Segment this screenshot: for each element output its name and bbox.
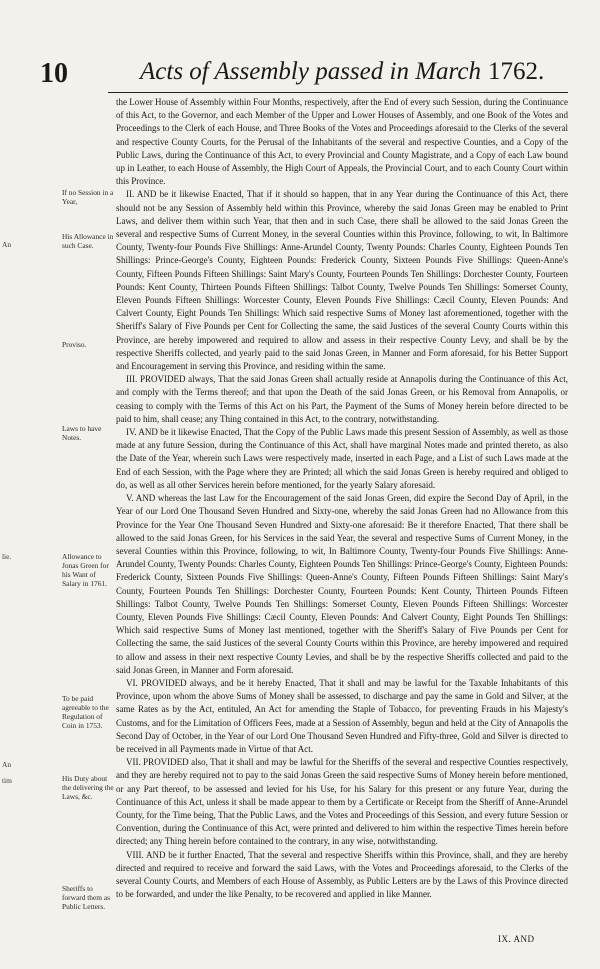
catchword: IX. AND [498, 934, 535, 944]
margin-note: Allowance to Jonas Green for his Want of Salary in 1761. [62, 552, 109, 588]
paragraph: VII. PROVIDED also, That it shall and may be lawful for the Sheriffs of the several and respective Counties respectively, and they are hereby required not to pay to the said Jonas Green the said respective Sums of Money herein before mentioned, or any Part thereof, to be assessed and levied for his Use, for his Salary for this present or any future Year, during the Continuance of this Act, unless it shall be made appear to them by a Certificate or Receipt from the Sheriff of Anne-Arundel County, for the Time being, That the Public Laws, and the Votes and Proceedings of this Session, and every future Session or Convention, during the Continuance of this Act, were printed and delivered to him within the respective Times herein before directed; any Thing herein before contained to the contrary, in any wise, notwithstanding. [116, 757, 568, 847]
running-title-month: March [415, 58, 481, 85]
margin-fragment: An [2, 760, 12, 769]
paragraph: VI. PROVIDED always, and be it hereby Enacted, That it shall and may be lawful for the Taxable Inhabitants of this Province, upon whom the above Sums of Money shall be assessed, to discharge and pay the same in Gold and Silver, at the same Rates as by the Act, entituled, An Act for amending the Staple of Tobacco, for preventing Frauds in his Majesty's Customs, and for the Limitation of Officers Fees, made at a Session of Assembly, begun and held at the City of Annapolis the Second Day of October, in the Year of our Lord One Thousand Seven Hundred and Fifty-three, Gold and Silver is directed to be received in all Payments made in Virtue of that Act. [116, 677, 568, 754]
margin-fragment: An [2, 240, 12, 249]
margin-note: His Allowance in such Case. [62, 232, 114, 250]
paragraph: V. AND whereas the last Law for the Encouragement of the said Jonas Green, did expire the Second Day of April, in the Year of our Lord One Thousand Seven Hundred and Sixty-one, whereby the said Jonas Green had no Allowance from this Province for the Year One Thousand Seven Hundred and Sixty-one aforesaid: Be it therefore Enacted, That there shall be allowed to the said Jonas Green, for his Services in the said Year, the several and respective Sums of Current Money, in the several Counties within this Province, following, to wit, In Baltimore County, Twenty-four Pounds Five Shillings: Anne-Arundel County, Twenty Pounds: Charles County, Eighteen Pounds Ten Shillings: Prince-George's County, Eighteen Pounds: Frederick County, Sixteen Pounds Five Shillings: Queen-Anne's County, Fifteen Pounds Fifteen Shillings: Saint Mary's County, Fourteen Pounds Ten Shillings: Dorchester County, Fourteen Pounds: Kent County, Thirteen Pounds Fifteen Shillings: Talbot County, Twelve Pounds Ten Shillings: Somerset County, Eleven Pounds Fifteen Shillings: Worcester County, Eleven Pounds Five Shillings: Cæcil County, Eleven Pounds: And Calvert County, Eight Pounds Ten Shillings: Which said respective Sums of Money last mentioned, together with the Sheriff's Salary of Five Pounds per Cent for Collecting the same, the said Justices of the several County Courts within this Province, are hereby impowered and required to allow and assess in their next respective County Levies, and shall be by the respective Sheriffs collected and paid to the said Jonas Green, in Manner and Form aforesaid. [116, 493, 568, 675]
paragraph: II. AND be it likewise Enacted, That if it should so happen, that in any Year during the Continuance of this Act, there should not be any Session of Assembly held within this Province, whereby the said Jonas Green may be enabled to Print Laws, and deliver them within such Year, that then and in such Case, there shall be allowed to the said Jonas Green the several and respective Sums of Current Money, in the several Counties within this Province, following, to wit, In Baltimore County, Twenty-four Pounds Five Shillings: Anne-Arundel County, Twenty Pounds: Charles County, Eighteen Pounds Ten Shillings: Prince-George's County, Eighteen Pounds: Frederick County, Sixteen Pounds Five Shillings: Queen-Anne's County, Fifteen Pounds Fifteen Shillings: Saint Mary's County, Fourteen Pounds Ten Shillings: Dorchester County, Fourteen Pounds: Kent County, Thirteen Pounds Fifteen Shillings: Talbot County, Twelve Pounds Ten Shillings: Somerset County, Eleven Pounds Fifteen Shillings: Worcester County, Eleven Pounds Five Shillings: Cæcil County, Eleven Pounds: And Calvert County, Eight Pounds Ten Shillings: Which said respective Sums of Money last aforementioned, together with the Sheriff's Salary of Five Pounds per Cent for Collecting the same, the said Justices of the several County Courts within this Province, are hereby impowered and required to allow and assess in their respective County Levy, and shall be by the respective Sheriffs collected, and yearly paid to the said Jonas Green, in Manner and Form aforesaid, for his Better Support and Encouragement in serving this Province, and residing within the same. [116, 189, 568, 372]
margin-note: Laws to have Notes. [62, 424, 102, 442]
margin-note: To be paid agreeable to the Regulation of Coin in 1753. [62, 694, 109, 730]
running-title [140, 58, 481, 86]
running-title-text: Acts of Assembly passed in [140, 58, 409, 85]
paragraph: III. PROVIDED always, That the said Jonas Green shall actually reside at Annapolis during the Continuance of this Act, and comply with the Terms thereof; and that upon the Death of the said Jonas Green, or his Removal from Annapolis, or ceasing to comply with the Terms of this Act on his Part, the Payment of the Sums of Money herein before directed to be paid to him, shall cease; any Thing contained in this Act, to the contrary, notwithstanding. [116, 374, 568, 424]
margin-fragment: tim [2, 776, 12, 785]
page-header [0, 58, 600, 92]
margin-note: Sheriffs to forward them as Public Letters. [62, 884, 111, 911]
margin-note: If no Session in a Year, [62, 188, 114, 206]
margin-note: His Duty about the delivering the Laws, &c. [62, 774, 114, 801]
paragraph: IV. AND be it likewise Enacted, That the Copy of the Public Laws made this present Session of Assembly, as well as those made at any future Session, during the Continuance of this Act, shall have marginal Notes made and printed thereto, as also the Date of the Year, wherein such Laws were respectively made, inserted in each Page, and a List of such Laws made at the End of each Session, with the Page where they are Printed; all which the said Jonas Green is hereby required and obliged to do, as well as all other Services herein before mentioned, for the yearly Salary aforesaid. [116, 427, 568, 490]
paragraph: the Lower House of Assembly within Four Months, respectively, after the End of every such Session, during the Continuance of this Act, to the Governor, and each Member of the Upper and Lower Houses of Assembly, and one Book of the Votes and Proceedings to the Clerk of each House, and Three Books of the Votes and Proceedings aforesaid to the Clerks of the several and respective County Courts, for the Perusal of the Inhabitants of the several and respective Counties, and a Copy of the Public Laws, during the Continuance of this Act, to every Provincial and County Magistrate, and a Copy of each Law bound up in Leather, to each House of Assembly, the High Court of Appeals, the Provincial Court, and to each County Court within this Province. [116, 97, 568, 187]
page-number: 10 [40, 58, 68, 89]
header-rule [108, 92, 568, 93]
margin-note: Proviso. [62, 340, 87, 349]
running-title-year: 1762. [488, 58, 545, 85]
margin-fragment: lie. [2, 552, 12, 561]
act-text [116, 96, 568, 901]
paragraph: VIII. AND be it further Enacted, That the several and respective Sheriffs within this Province, shall, and they are hereby directed and required to receive and forward the said Laws, with the Votes and Proceedings aforesaid, to the Clerks of the several County Courts, and Members of each House of Assembly, as Public Letters are by the Laws of this Province directed to be forwarded, and under the like Penalty, to be recovered and applied in like Manner. [116, 849, 568, 900]
